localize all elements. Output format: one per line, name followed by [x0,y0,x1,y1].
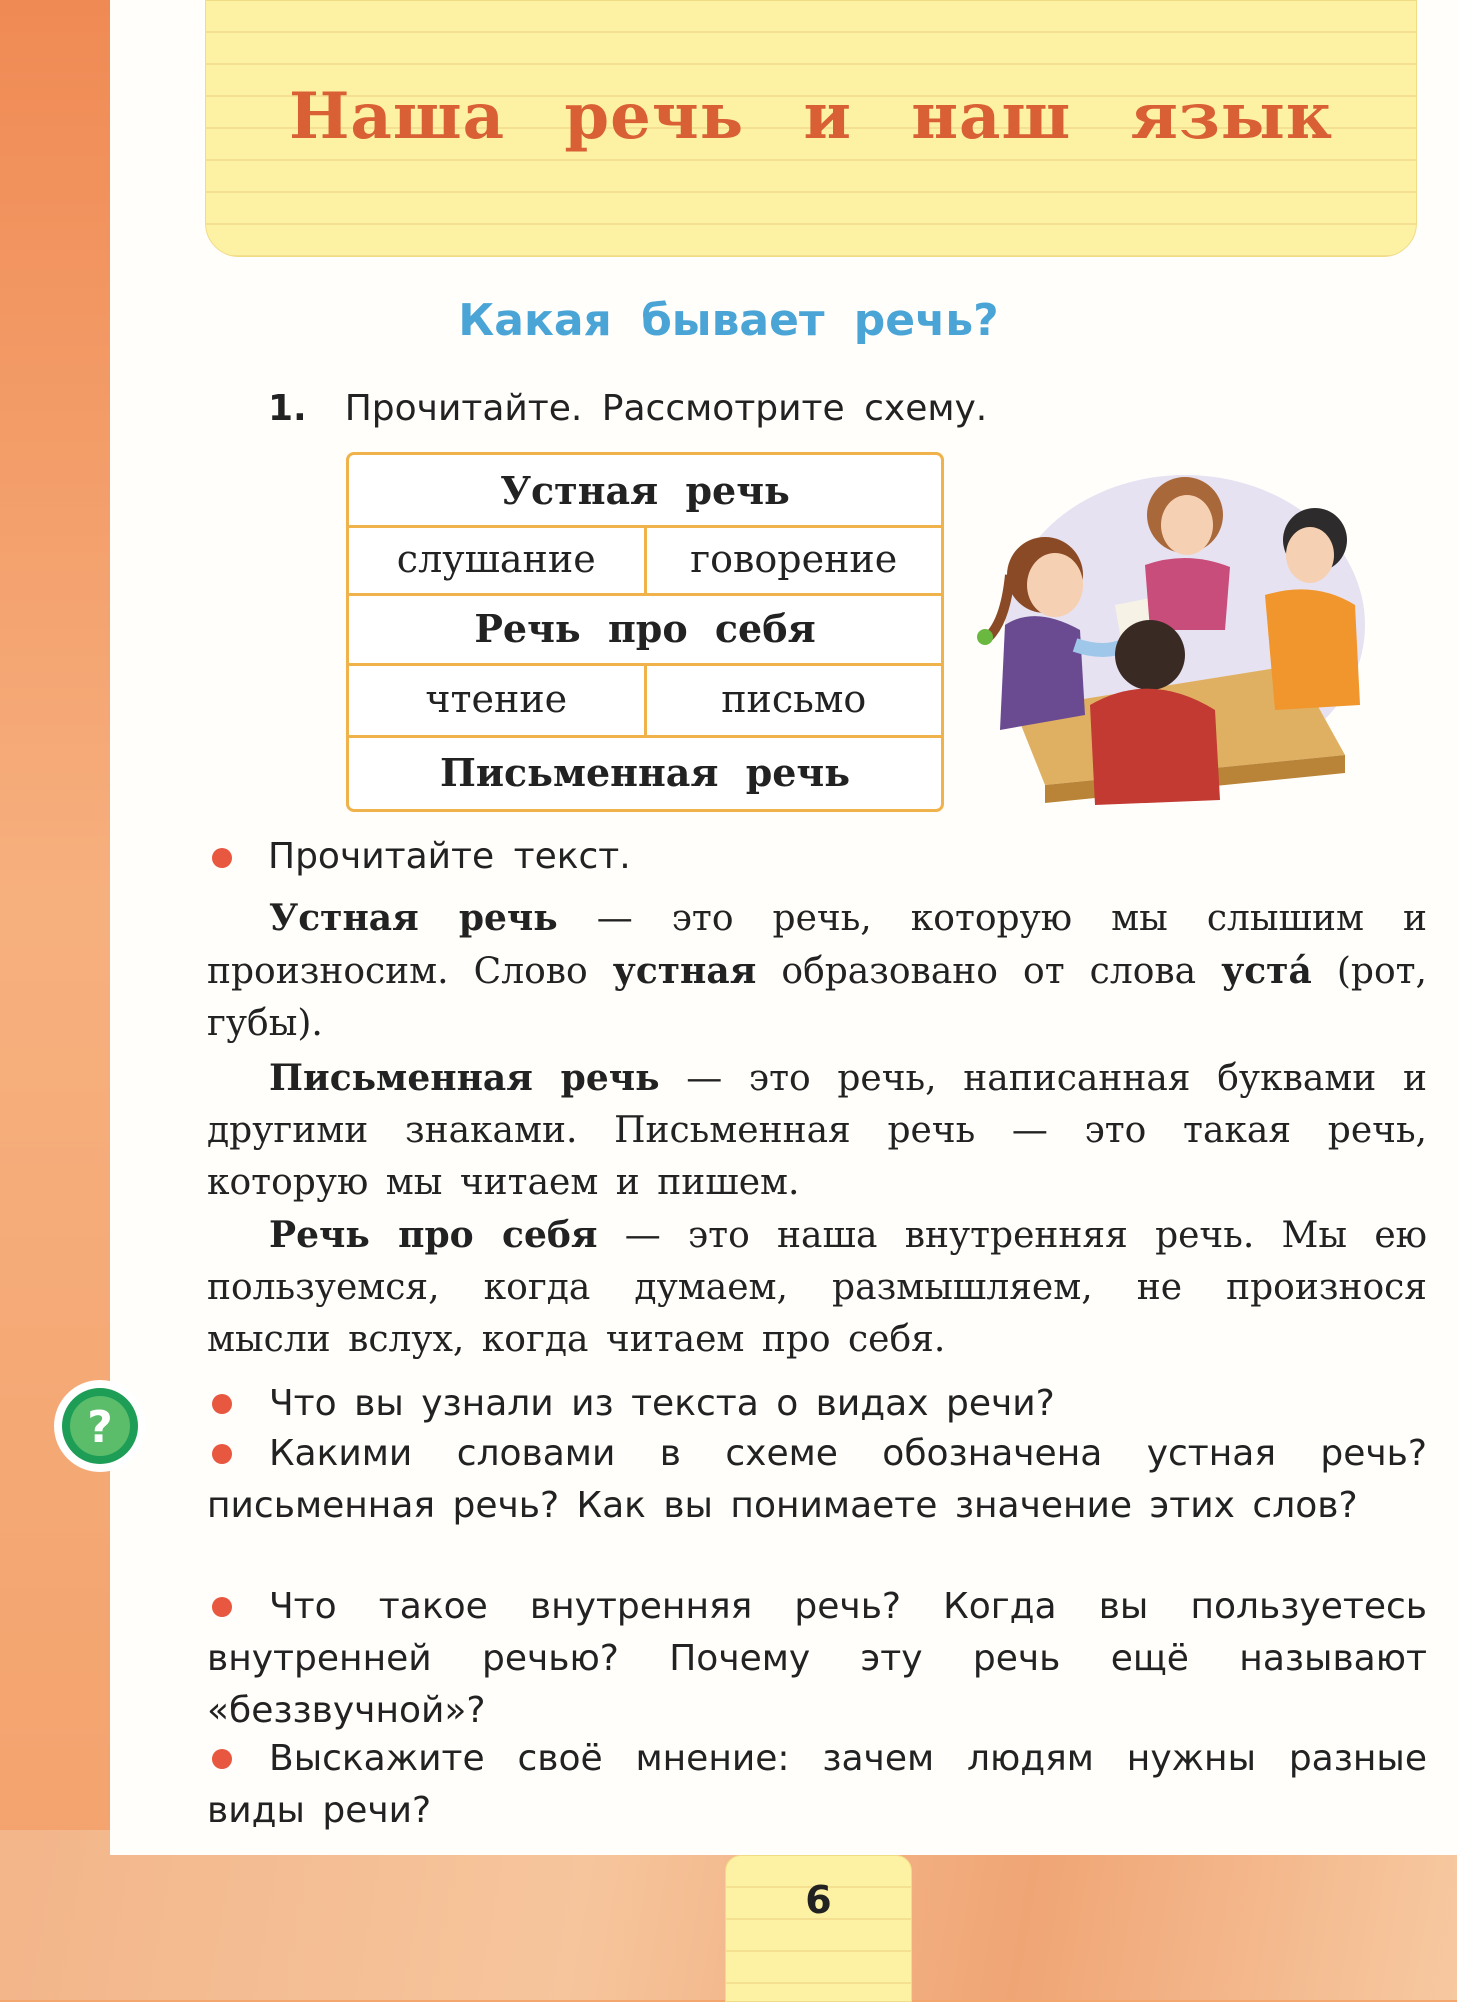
term-lips: уста́ [1221,950,1312,992]
scheme-cell-speaking: говорение [644,525,942,593]
term-oral-speech: Устная речь [269,897,558,939]
page-number: 6 [805,1878,832,1922]
scheme-cell-reading: чтение [425,677,568,721]
children-at-table-illustration [975,455,1375,815]
paragraph-oral-speech [207,892,1427,1050]
chapter-title: Наша речь и наш язык [288,79,1334,154]
scheme-row-written-kinds [349,663,941,738]
question-1: Что вы узнали из текста о видах речи? [269,1383,1055,1424]
scheme-row-oral [349,455,941,528]
chapter-banner [205,0,1417,257]
scheme-row-inner [349,593,941,666]
lesson-title: Какая бывает речь? [458,295,999,346]
task-instruction: Прочитайте. Рассмотрите схему. [344,388,988,429]
paragraph-text: образовано от слова [756,951,1222,992]
scheme-cell-writing: письмо [644,663,942,735]
question-3: Что такое внутренняя речь? Когда вы пользуетесь внутренней речью? Почему эту речь ещё называют «беззвучной»? [207,1586,1427,1731]
scheme-row-oral-kinds [349,525,941,596]
paragraph-inner-speech [207,1209,1427,1366]
scheme-cell-inner-speech: Речь про себя [474,605,816,651]
paragraph-text: — это наша внутренняя речь. Мы ею пользуемся, когда думаем, размышляем, не произнося мысли вслух, когда читаем про себя. [207,1215,1427,1360]
scheme-cell-written-speech: Письменная речь [439,749,851,795]
question-4: Выскажите своё мнение: зачем людям нужны разные виды речи? [207,1738,1427,1831]
question-2: Какими словами в схеме обозначена устная речь? письменная речь? Как вы понимаете значение этих слов? [207,1433,1427,1526]
term-inner-speech: Речь про себя [269,1214,598,1256]
question-badge-icon [52,1378,148,1474]
term-oral: устная [612,950,757,992]
task-number: 1. [268,388,307,429]
read-text-instruction: Прочитайте текст. [268,836,631,877]
paragraph-text: (рот, губы). [207,951,1427,1044]
scheme-cell-oral-speech: Устная речь [500,467,790,513]
svg-text:?: ? [87,1402,113,1453]
scheme-cell-listening: слушание [396,537,596,581]
paragraph-text: — это речь, написанная буквами и другими знаками. Письменная речь — это такая речь, которую мы читаем и пишем. [207,1058,1427,1203]
paragraph-written-speech [207,1052,1427,1209]
scheme-row-written [349,735,941,809]
term-written-speech: Письменная речь [269,1057,660,1099]
task-1 [268,388,987,429]
bullet-icon [212,848,232,868]
speech-scheme-table [346,452,944,812]
paragraph-text: — это речь, которую мы слышим и произносим. Слово [207,898,1427,992]
page-number-tab [725,1855,912,2002]
